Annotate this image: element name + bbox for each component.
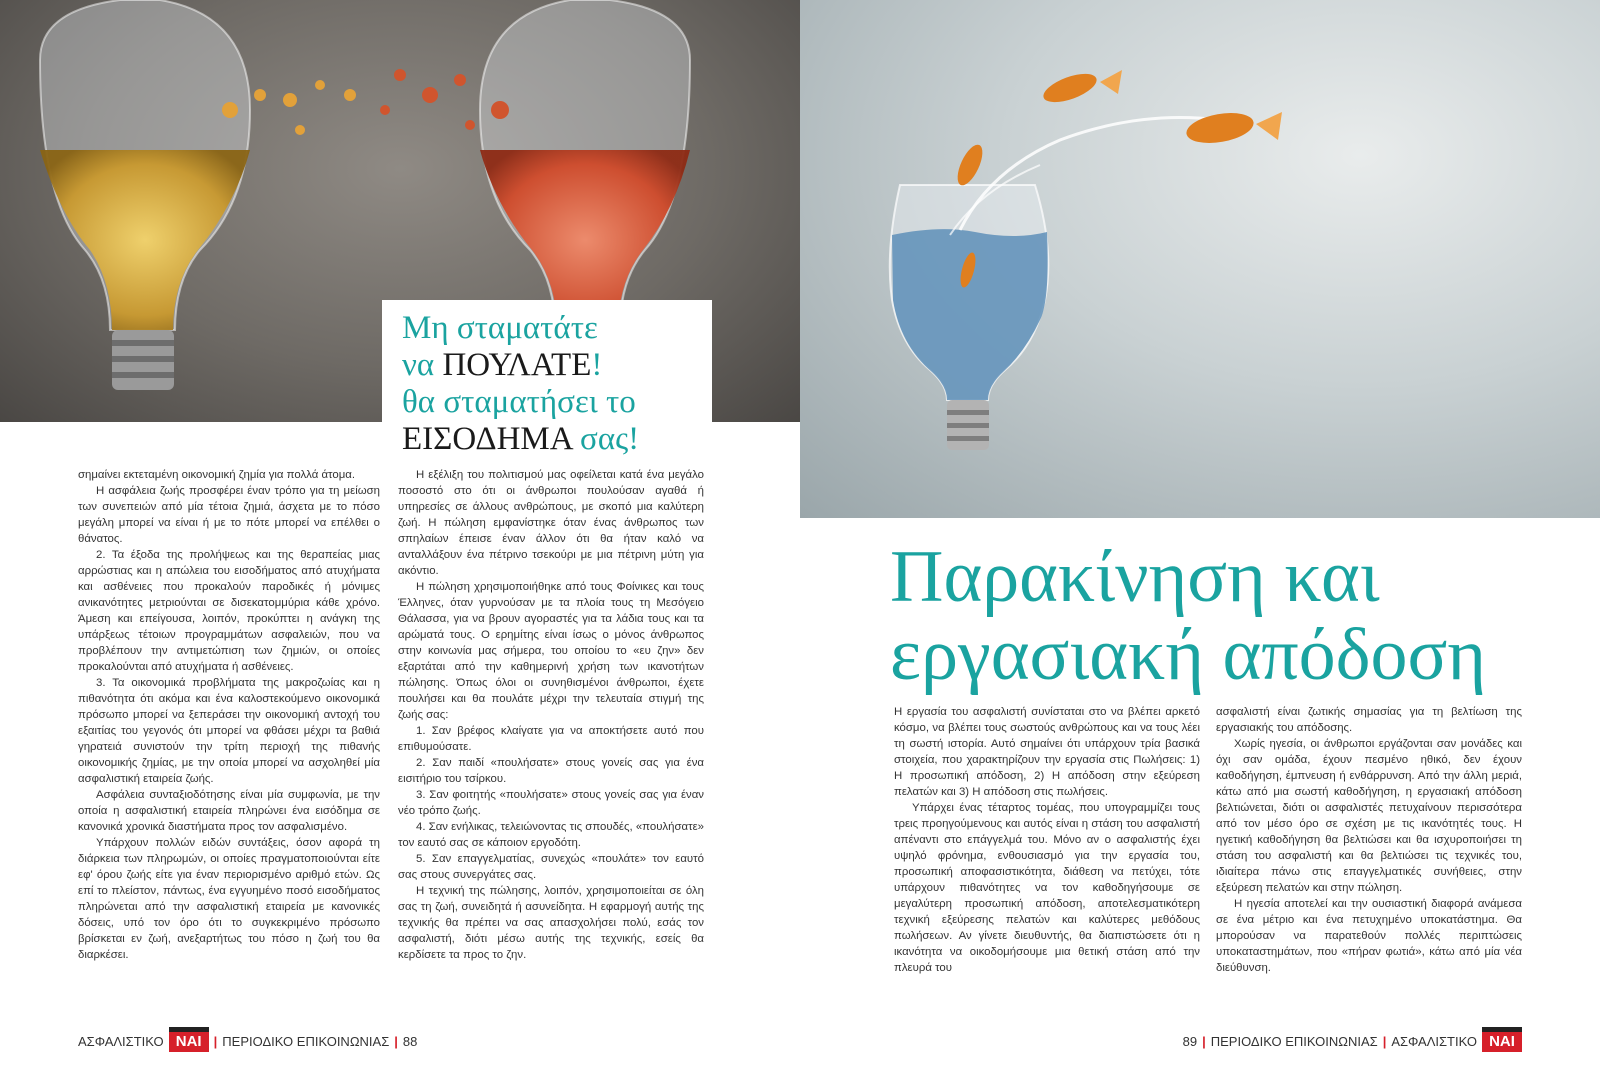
title-line-1: Μη σταματάτε [402,310,598,346]
footer-divider: | [1382,1034,1387,1049]
footer-divider: | [1202,1034,1206,1049]
paragraph: Ασφάλεια συνταξιοδότησης είναι μία συμφωνία, με την οποία η ασφαλιστική εταιρεία πληρώνει ένα εισόδημα σε κανονικά χρονικά διαστήματα προς τον ασφαλισμένο. [78,789,380,833]
paragraph: Χωρίς ηγεσία, οι άνθρωποι εργάζονται σαν μονάδες και όχι σαν ομάδα, έχουν πεσμένο ηθικό, δεν έχουν καθοδήγηση, έμπνευση ή ενθάρρυνση. Από την άλλη μεριά, κάτω από μια σωστή καθοδήγηση, η εργασιακή απόδοση βελτιώνεται, διότι οι ασφαλιστές πετυχαίνουν περισσότερα από τον μέσο όρο σε σχέση με τις ικανότητές τους. Η ηγετική καθοδήγηση θα βελτιώσει και θα ισχυροποιήσει τη στάση του ασφαλιστή και θα βελτιώσει τις τεχνικές του, ιδιαίτερα πάνω στις επαγγελματικές συνήθειες, στην εξεύρεση πελατών και στην πώληση. [1216,738,1522,894]
paragraph: 3. Τα οικονομικά προβλήματα της μακροζωίας και η πιθανότητα ότι ακόμα και ένα καλοστεκούμενο οικονομικά πρόσωπο μπορεί να ξεπεράσει την οικονομική αντοχή του εξαιτίας του γεγονός ότι μπορεί να φθάσει μέχρι τα βαθιά γηρατειά συνιστούν την τρίτη περιοχή της πιθανής οικονομικής ζημίας, με την οποία μπορεί να ασχοληθεί μία ασφαλιστική εταιρεία ζωής. [78,677,380,785]
title-line-4-b: σας! [571,421,640,457]
goldfish-lightbulb-photo [800,0,1600,518]
title-line-2-c: ! [591,347,603,383]
right-page-footer [1183,1032,1522,1052]
page-number: 89 [1182,1034,1198,1049]
paragraph: Η εργασία του ασφαλιστή συνίσταται στο να βλέπει αρκετό κόσμο, να βλέπει τους σωστούς ανθρώπους και να τους λέει τη σωστή ιστορία. Αυτό σημαίνει ότι υπάρχουν τρία βασικά στοιχεία, που χαρακτηρίζουν την εργασία στις Πωλήσεις: 1) Η προσωπική απόδοση, 2) Η απόδοση στην εξεύρεση πελατών και 3) Η απόδοση στις πωλήσεις. [894,706,1200,798]
footer-section: ΠΕΡΙΟΔΙΚΟ ΕΠΙΚΟΙΝΩΝΙΑΣ [1210,1034,1378,1049]
left-page-column-2 [398,467,704,963]
list-item: 5. Σαν επαγγελματίας, συνεχώς «πουλάτε» τον εαυτό σας στους συνεργάτες σας. [398,853,704,881]
paragraph: Υπάρχουν πολλών ειδών συντάξεις, όσον αφορά τη διάρκεια των πληρωμών, οι οποίες πραγματοποιούνται είτε εφ' όρου ζωής είτε για έναν περιορισμένο αριθμό ετών. Ως επί το πλείστον, πάντως, ένα εγγυημένο ποσό εισοδήματος πληρώνεται από την ασφαλιστική εταιρεία με κανονικές δόσεις, υπό τον όρο ότι το συγκεκριμένο πρόσωπο βρίσκεται εν ζωή, ανεξαρτήτως του πόσο η ζωή του θα διαρκέσει. [78,837,380,961]
paragraph: Η τεχνική της πώλησης, λοιπόν, χρησιμοποιείται σε όλη σας τη ζωή, συνειδητά ή ασυνείδητα. Η εφαρμογή αυτής της τεχνικής θα πρέπει να σας απασχολήσει πολύ, εσάς τον ασφαλιστή, διότι μέσω αυτής της τεχνικής, εσείς θα κερδίσετε τα προς το ζην. [398,885,704,961]
goldfish-lightbulb-illustration [800,0,1600,518]
footer-divider: | [394,1034,398,1049]
paragraph: Η ασφάλεια ζωής προσφέρει έναν τρόπο για τη μείωση των συνεπειών από μία τέτοια ζημιά, άσχετα με το πόσο μεγάλη μπορεί να είναι ή με το πότε μπορεί να επέλθει ο θάνατος. [78,485,380,545]
logo-text: ΝΑΙ [1489,1033,1515,1050]
title-line-2: εργασιακή απόδοση [890,614,1487,696]
footer-section: ΠΕΡΙΟΔΙΚΟ ΕΠΙΚΟΙΝΩΝΙΑΣ [222,1034,390,1049]
paragraph: Η εξέλιξη του πολιτισμού μας οφείλεται κατά ένα μεγάλο ποσοστό στο ότι οι άνθρωποι πουλούσαν αγαθά ή υπηρεσίες σε άλλους ανθρώπους, με σκοπό μια καλύτερη ζωή. Η πώληση εμφανίστηκε όταν ένας άνθρωπος των σπηλαίων έπεισε έναν άλλον ότι θα ήταν καλό να ανταλλάξουν ένα πέτρινο τσεκούρι με μια πέτρινη μύτη για ακόντιο. [398,469,704,577]
paragraph: Η πώληση χρησιμοποιήθηκε από τους Φοίνικες και τους Έλληνες, όταν γυρνούσαν με τα πλοία τους τη Μεσόγειο Θάλασσα, για να βρουν αγοραστές για τα λάδια τους και τα αρώματά τους. Ο ερημίτης είναι ίσως ο μόνος άνθρωπος στην κοινωνία μας σήμερα, του οποίου το «ευ ζην» δεν εξαρτάται από την καθημερινή χρήση των ικανοτήτων πώλησης. Όπως όλοι οι συνηθισμένοι άνθρωποι, έχετε πουλήσει και θα πουλάτε μέχρι την τελευταία στιγμή της ζωής σας: [398,581,704,721]
nai-logo-icon [1482,1032,1522,1052]
page-number: 88 [402,1034,418,1049]
title-line-4 [402,421,639,458]
left-page-footer [78,1032,417,1052]
paragraph: Υπάρχει ένας τέταρτος τομέας, που υπογραμμίζει τους τρεις προηγούμενους και αυτός είναι η στάση του ασφαλιστή απέναντι στο επάγγελμά του. Μόνο αν ο ασφαλιστής έχει υψηλό φρόνημα, ενθουσιασμό για την εργασία του, προσωπική αποφασιστικότητα, διάθεση να πετύχει, τότε υπάρχουν πιθανότητες να τον καθοδηγήσουμε σε μεγαλύτερη προσωπική απόδοση, αποτελεσματικότερη τεχνική εξεύρεσης πελατών και καλύτερες μεθόδους πωλήσεων. Αν γίνετε διευθυντής, θα διαπιστώσετε ότι η ικανότητα να οικοδομήσουμε μια θετική στάση από την πλευρά του [894,802,1200,974]
title-line-1: Παρακίνηση και [890,536,1380,618]
paragraph: ασφαλιστή είναι ζωτικής σημασίας για τη βελτίωση της εργασιακής του απόδοσης. [1216,706,1522,734]
footer-divider: | [213,1034,218,1049]
title-line-2-emphasis: ΠΟΥΛΑΤΕ [442,347,592,383]
article-title [890,538,1486,694]
right-page-column-1 [894,704,1200,976]
list-item: 4. Σαν ενήλικας, τελειώνοντας τις σπουδές, «πουλήσατε» τον εαυτό σας σε κάποιον εργοδότη. [398,821,704,849]
right-page [800,0,1600,1086]
article-title-box [382,300,712,460]
list-item: 3. Σαν φοιτητής «πουλήσατε» στους γονείς σας για έναν νέο τρόπο ζωής. [398,789,704,817]
title-line-2-a: να [402,347,443,383]
logo-text: ΝΑΙ [175,1033,202,1050]
right-page-column-2 [1216,704,1522,976]
title-line-4-emphasis: ΕΙΣΟΔΗΜΑ [402,421,572,457]
paragraph: Η ηγεσία αποτελεί και την ουσιαστική διαφορά ανάμεσα σε ένα μέτριο και ένα πετυχημένο υποκατάστημα. Θα μπορούσαν να παρατεθούν πολλές περιπτώσεις υποκαταστημάτων, που «πήραν φωτιά», κάτω από μία νέα διεύθυνση. [1216,898,1522,974]
nai-logo-icon [169,1032,209,1052]
footer-brand: ΑΣΦΑΛΙΣΤΙΚΟ [1391,1034,1477,1049]
paragraph: σημαίνει εκτεταμένη οικονομική ζημία για πολλά άτομα. [78,469,356,481]
title-line-2 [402,347,602,384]
title-line-3: θα σταματήσει το [402,384,636,420]
list-item: 1. Σαν βρέφος κλαίγατε για να αποκτήσετε αυτό που επιθυμούσατε. [398,725,704,753]
footer-brand: ΑΣΦΑΛΙΣΤΙΚΟ [78,1034,164,1049]
left-page-column-1 [78,467,380,963]
list-item: 2. Σαν παιδί «πουλήσατε» στους γονείς σας για ένα εισιτήριο του τσίρκου. [398,757,704,785]
paragraph: 2. Τα έξοδα της προλήψεως και της θεραπείας μιας αρρώστιας και η απώλεια του εισοδήματος από ατυχήματα και ασθένειες που προκαλούν παροδικές ή μόνιμες ανικανότητες μετριούνται σε δισεκατομμύρια κάθε χρόνο. Άμεση και επείγουσα, λοιπόν, προκύπτει η ανάγκη της υπάρξεως τέτοιων προγραμμάτων ασφαλειών, που να προβλέπουν την αντιμετώπιση των ζημιών, οι οποίες προκαλούνται από ατυχήματα ή ασθένειες. [78,549,380,673]
